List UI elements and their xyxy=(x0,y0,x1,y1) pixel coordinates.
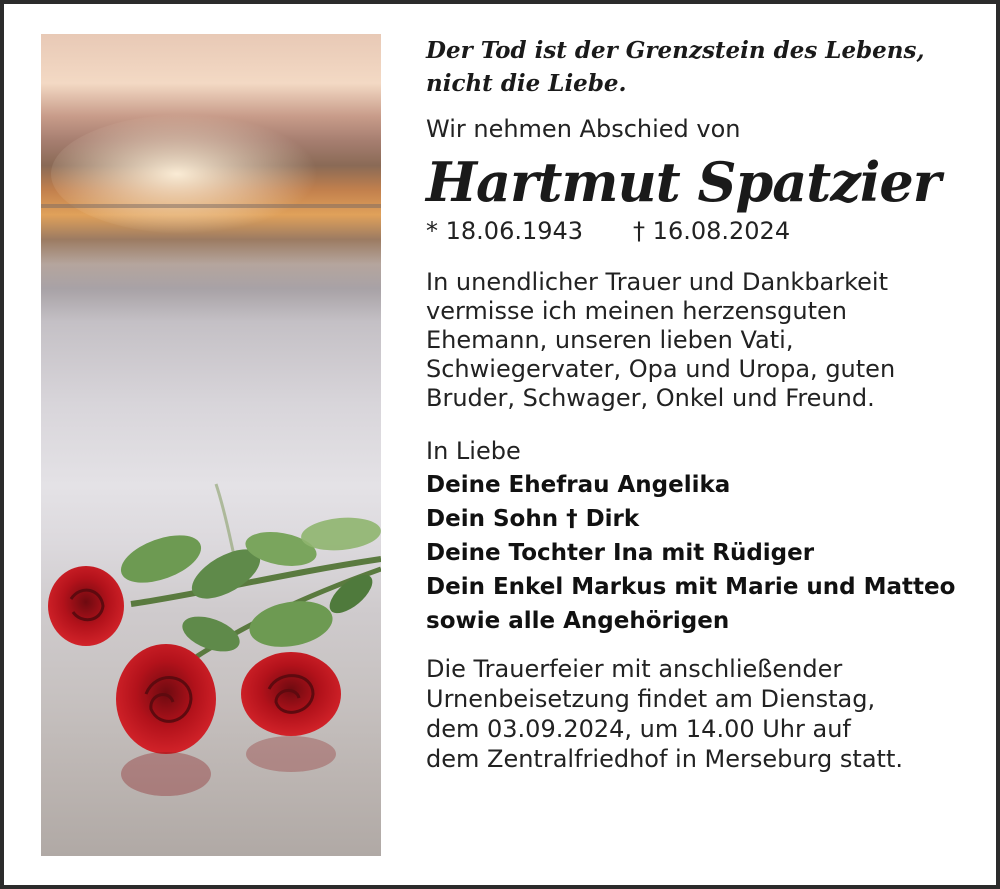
roses-on-water-photo xyxy=(41,34,381,856)
mourners-block xyxy=(426,435,966,638)
message-line: vermisse ich meinen herzensguten xyxy=(426,297,847,325)
mourning-message xyxy=(426,268,966,413)
message-line: In unendlicher Trauer und Dankbarkeit xyxy=(426,268,889,296)
ceremony-line: dem Zentralfriedhof in Merseburg statt. xyxy=(426,745,903,773)
ceremony-line: Die Trauerfeier mit anschließender xyxy=(426,655,843,683)
death-date: † 16.08.2024 xyxy=(633,217,791,245)
ceremony-line: Urnenbeisetzung findet am Dienstag, xyxy=(426,685,876,713)
relative-name: sowie alle Angehörigen xyxy=(426,608,730,634)
ceremony-line: dem 03.09.2024, um 14.00 Uhr auf xyxy=(426,715,851,743)
obituary-text-column xyxy=(426,34,966,774)
quote xyxy=(426,34,966,100)
birth-date: * 18.06.1943 xyxy=(426,217,584,245)
relative-name: Deine Tochter Ina mit Rüdiger xyxy=(426,540,815,566)
life-dates xyxy=(426,216,966,246)
quote-line: Der Tod ist der Grenzstein des Lebens, xyxy=(426,37,925,64)
deceased-name: Hartmut Spatzier xyxy=(426,150,941,214)
quote-line: nicht die Liebe. xyxy=(426,70,627,97)
intro-text: Wir nehmen Abschied von xyxy=(426,115,741,143)
relative-name: Deine Ehefrau Angelika xyxy=(426,472,731,498)
relative-name: Dein Sohn † Dirk xyxy=(426,506,640,532)
relative-name: Dein Enkel Markus mit Marie und Matteo xyxy=(426,574,956,600)
message-line: Schwiegervater, Opa und Uropa, guten xyxy=(426,355,896,383)
funeral-details xyxy=(426,654,966,774)
roses-illustration xyxy=(41,34,381,856)
message-line: Bruder, Schwager, Onkel und Freund. xyxy=(426,384,875,412)
message-line: Ehemann, unseren lieben Vati, xyxy=(426,326,794,354)
signoff: In Liebe xyxy=(426,437,521,465)
